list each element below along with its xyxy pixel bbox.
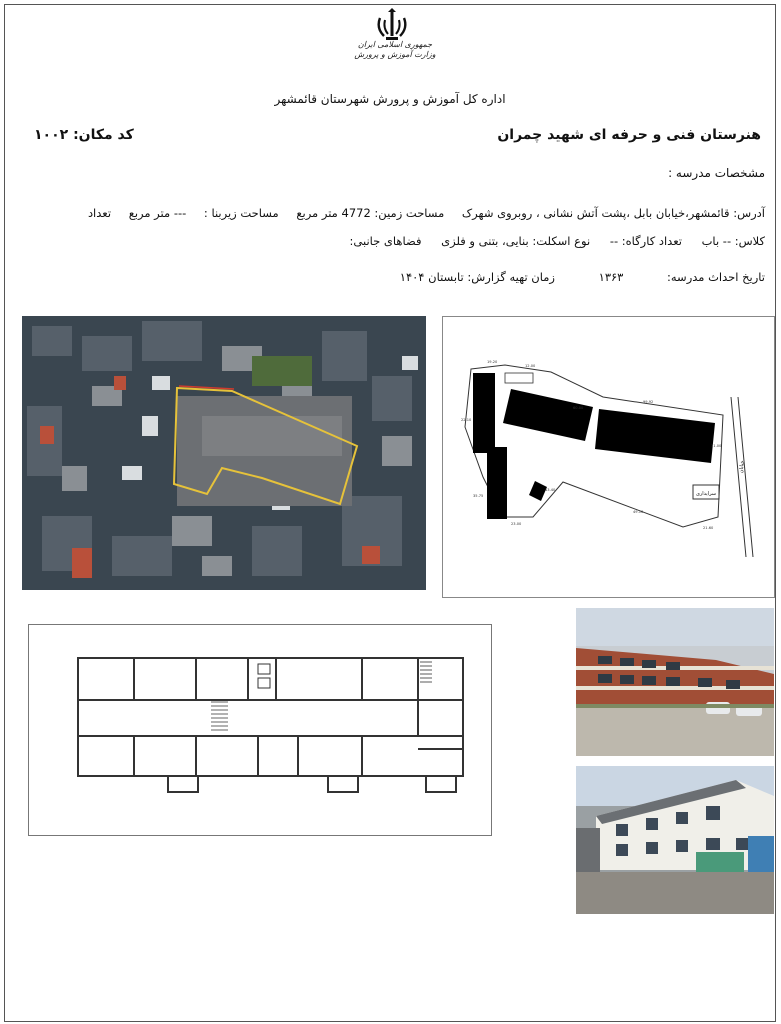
site-plan-drawing bbox=[442, 316, 775, 598]
site-plan-dim: 49.10 bbox=[633, 510, 644, 514]
workshops: تعداد کارگاه: -- bbox=[609, 234, 682, 248]
ministry-title bbox=[330, 40, 460, 60]
established-value: ۱۳۶۳ bbox=[598, 270, 624, 284]
code-value: ۱۰۰۲ bbox=[34, 127, 69, 143]
classes-row bbox=[350, 234, 765, 248]
code-label: کد مکان: bbox=[73, 127, 134, 143]
site-plan-dim: 23.00 bbox=[511, 522, 522, 526]
ministry-line1: جمهوری اسلامی ایران bbox=[357, 40, 433, 49]
building-photo-courtyard bbox=[576, 766, 774, 914]
site-plan-dim: 22.10 bbox=[461, 418, 472, 422]
school-name: هنرستان فنی و حرفه ای شهید چمران bbox=[497, 127, 761, 143]
department-title: اداره کل آموزش و پرورش شهرستان قائمشهر bbox=[274, 92, 506, 106]
floor-plan-drawing bbox=[28, 624, 492, 836]
site-plan-dim: 12.00 bbox=[525, 364, 536, 368]
site-plan-dim: 13.40 bbox=[545, 488, 556, 492]
address: آدرس: قائمشهر،خیابان بابل ،پشت آتش نشانی ، روبروی شهرک bbox=[461, 206, 765, 220]
site-plan-dim: 19.20 bbox=[487, 360, 498, 364]
location-code bbox=[34, 127, 134, 143]
established-label: تاریخ احداث مدرسه: bbox=[667, 270, 765, 284]
ministry-line2: وزارت آموزش و پرورش bbox=[354, 50, 436, 59]
side-spaces: فضاهای جانبی: bbox=[349, 234, 422, 248]
built-area-value: --- متر مربع bbox=[128, 206, 187, 220]
address-row bbox=[45, 206, 765, 220]
building-photo-front bbox=[576, 608, 774, 756]
structure: نوع اسکلت: بنایی، بتنی و فلزی bbox=[441, 234, 591, 248]
site-plan-dim: 60.00 bbox=[573, 406, 584, 410]
site-plan-dim: 11.00 bbox=[711, 444, 722, 448]
site-plan-building-label: سرایداری bbox=[695, 491, 717, 497]
built-area-label: مساحت زیربنا : bbox=[203, 206, 279, 220]
site-plan-street-label: خیابان bbox=[738, 460, 746, 474]
classes: کلاس: -- باب bbox=[701, 234, 765, 248]
aerial-satellite-image bbox=[22, 316, 426, 590]
count-label: تعداد bbox=[87, 206, 112, 220]
land-area: مساحت زمین: 4772 متر مربع bbox=[296, 206, 445, 220]
site-plan-dim: 21.60 bbox=[703, 526, 714, 530]
report-time: زمان تهیه گزارش: تابستان ۱۴۰۴ bbox=[399, 270, 555, 284]
site-plan-dim: 99.92 bbox=[643, 400, 654, 404]
specs-title: مشخصات مدرسه : bbox=[668, 166, 765, 180]
site-plan-dim: 35.75 bbox=[473, 494, 484, 498]
dates-row bbox=[400, 270, 765, 284]
